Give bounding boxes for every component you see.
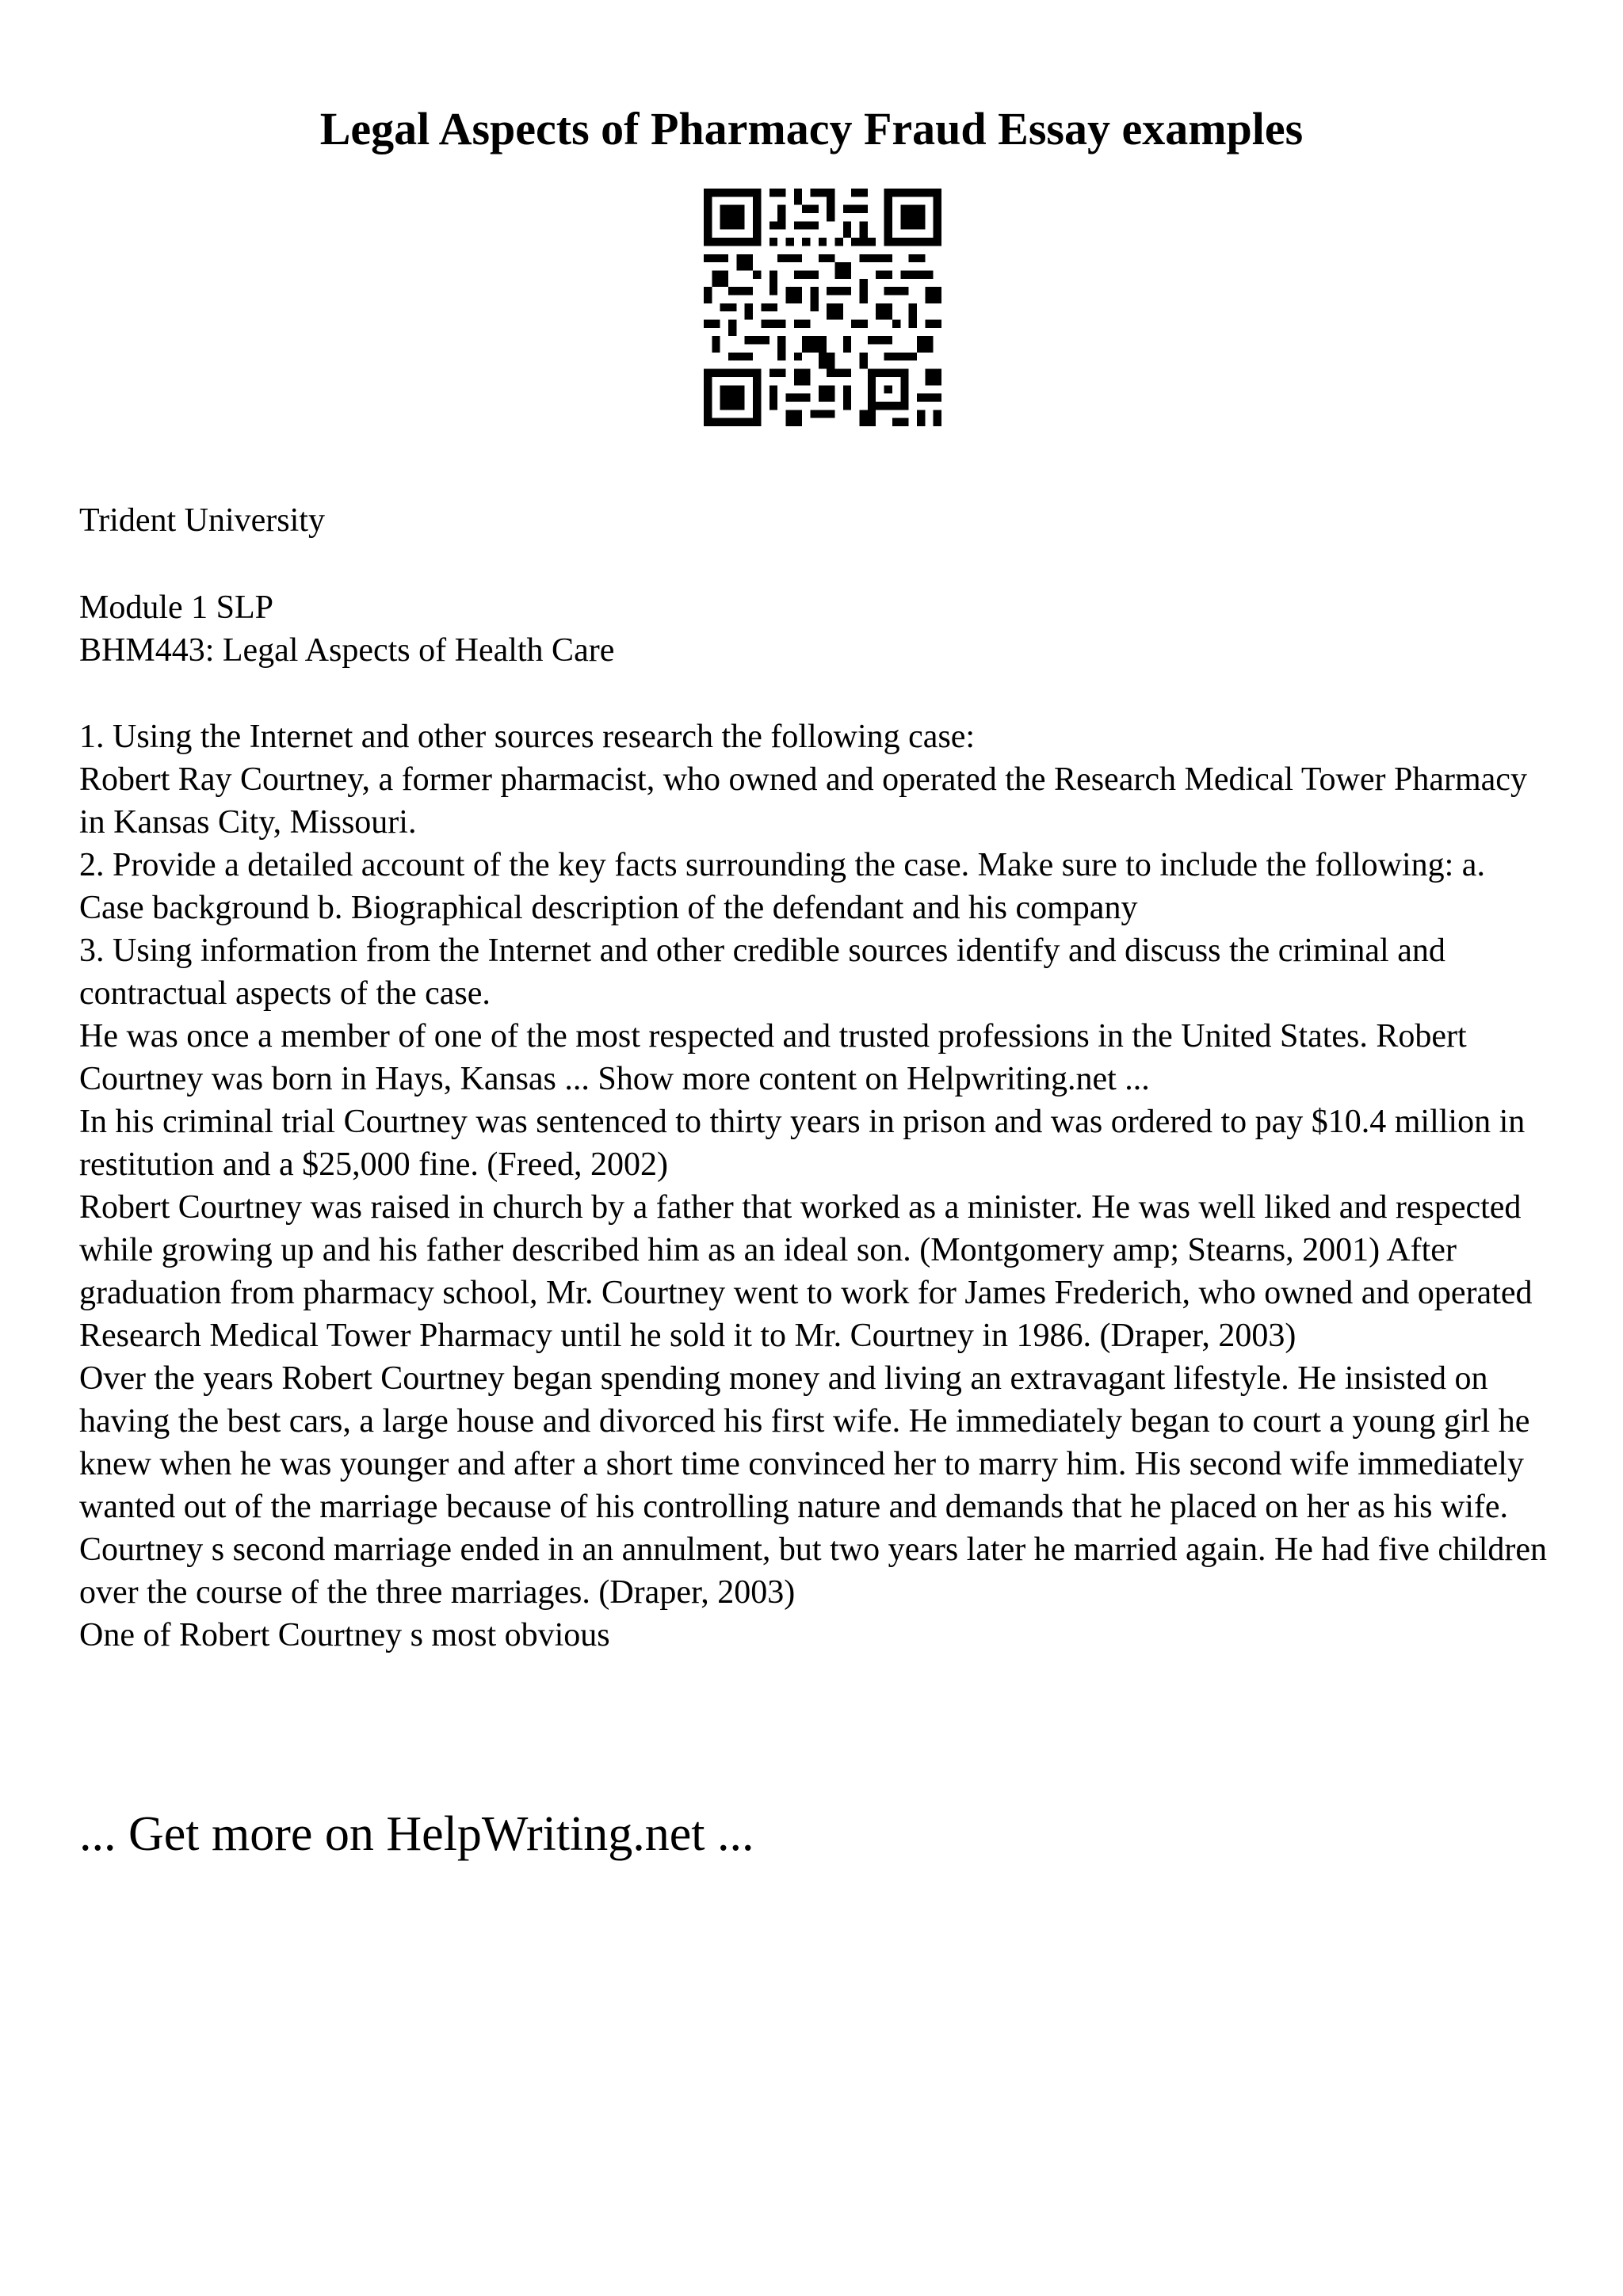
institution-line: Trident University xyxy=(79,502,325,539)
qr-code-graphic xyxy=(704,189,941,426)
page-title: Legal Aspects of Pharmacy Fraud Essay examples xyxy=(319,103,1304,154)
get-more-link[interactable]: ... Get more on HelpWriting.net ... xyxy=(79,1807,754,1861)
qr-code-icon[interactable] xyxy=(704,189,941,426)
essay-body: 1. Using the Internet and other sources research the following case: Robert Ray Courtney, a former pharmacist, who owned and operated the Research Medical Tower Pharmacy in Kansas City, Missouri. 2. Provide a detailed account of the key facts surrounding the case. Make sure to include the following: a. Case background b. Biographical description of the defendant and his company 3. Using information from the Internet and other credible sources identify and discuss the criminal and contractual aspects of the case. He was once a member of one of the most respected and trusted professions in the United States. Robert Courtney was born in Hays, Kansas ... Show more content on Helpwriting.net ... In his criminal trial Courtney was sentenced to thirty years in prison and was ordered to pay $10.4 million in restitution and a $25,000 fine. (Freed, 2002) Robert Courtney was raised in church by a father that worked as a minister. He was well liked and respected while growing up and his father described him as an ideal son. (Montgomery amp; Stearns, 2001) After graduation from pharmacy school, Mr. Courtney went to work for James Frederich, who owned and operated Research Medical Tower Pharmacy until he sold it to Mr. Courtney in 1986. (Draper, 2003) Over the years Robert Courtney began spending money and living an extravagant lifestyle. He insisted on having the best cars, a large house and divorced his first wife. He immediately began to court a young girl he knew when he was younger and after a short time convinced her to marry him. His second wife immediately wanted out of the marriage because of his controlling nature and demands that he placed on her as his wife. Courtney s second marriage ended in an annulment, but two years later he married again. He had five children over the course of the three marriages. (Draper, 2003) One of Robert Courtney s most obvious xyxy=(79,719,1547,1653)
module-heading: Module 1 SLP BHM443: Legal Aspects of Health Care xyxy=(79,589,615,669)
